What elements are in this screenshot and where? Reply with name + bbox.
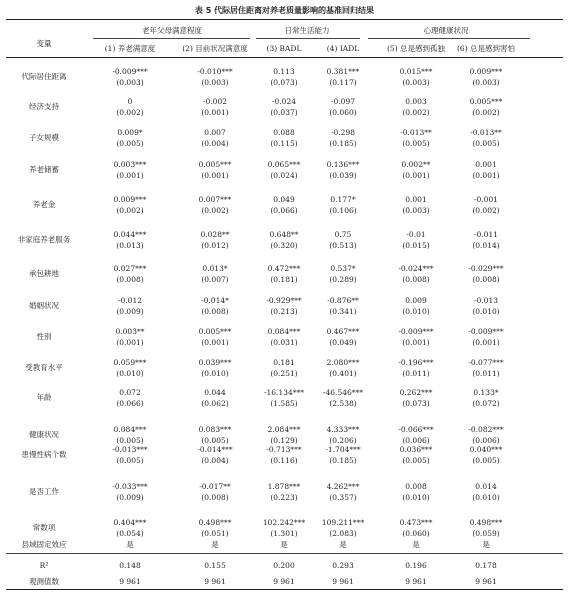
coefficient-cell: 0.044 [204, 388, 226, 397]
coefficient-cell: -0.014*** [197, 445, 233, 454]
r2-cell: 0.200 [273, 561, 295, 570]
coefficient-cell: 1.878*** [267, 482, 301, 491]
coefficient-cell: -0.001 [473, 195, 499, 204]
std-error-cell: (0.401) [329, 369, 357, 378]
coefficient-cell: 0.036*** [399, 445, 433, 454]
std-error-cell: (0.004) [201, 139, 229, 148]
coefficient-cell: -16.134*** [263, 388, 305, 397]
std-error-cell: (0.051) [201, 529, 229, 538]
fixed-effect-cell: 是 [280, 540, 288, 549]
coefficient-cell: 0.028** [200, 230, 230, 239]
std-error-cell: (0.001) [201, 338, 229, 347]
observations-cell: 9 961 [273, 577, 295, 586]
std-error-cell: (0.008) [472, 275, 500, 284]
coefficient-cell: -0.01 [406, 230, 426, 239]
std-error-cell: (0.009) [116, 493, 144, 502]
coefficient-cell: 0.467*** [326, 327, 360, 336]
coefficient-cell: 0.75 [334, 230, 352, 239]
fixed-effect-cell: 是 [339, 540, 347, 549]
coefficient-cell: 0.009*** [469, 67, 503, 76]
coefficient-cell: 0.472*** [267, 264, 301, 273]
observations-cell: 9 961 [405, 577, 427, 586]
coefficient-cell: 0.537* [330, 264, 356, 273]
std-error-cell: (0.062) [201, 399, 229, 408]
row-label: 县域固定效应 [21, 540, 67, 549]
std-error-cell: (0.117) [329, 78, 357, 87]
coefficient-cell: 0.049 [273, 195, 295, 204]
std-error-cell: (0.010) [472, 307, 500, 316]
std-error-cell: (0.003) [201, 78, 229, 87]
r2-cell: 0.148 [119, 561, 141, 570]
coefficient-cell: 2.080*** [326, 358, 360, 367]
coefficient-cell: 0.002** [401, 160, 431, 169]
coefficient-cell: 0.498*** [469, 518, 503, 527]
coefficient-cell: 0.007*** [198, 195, 232, 204]
std-error-cell: (0.116) [270, 456, 298, 465]
coefficient-cell: 4.262*** [326, 482, 360, 491]
std-error-cell: (0.001) [472, 338, 500, 347]
variable-header: 变量 [36, 39, 52, 48]
std-error-cell: (0.008) [402, 275, 430, 284]
coefficient-cell: 0.177* [330, 195, 356, 204]
coefficient-cell: 0.088 [273, 128, 295, 137]
row-label: 子女规模 [29, 133, 59, 142]
std-error-cell: (0.002) [402, 108, 430, 117]
observations-cell: 9 961 [119, 577, 141, 586]
group-header: 老年父母满意程度 [142, 26, 202, 35]
std-error-cell: (0.011) [472, 369, 500, 378]
std-error-cell: (0.010) [116, 369, 144, 378]
r2-cell: 0.196 [405, 561, 427, 570]
column-header: (5) 总是感到孤独 [386, 44, 446, 53]
std-error-cell: (2.083) [329, 529, 357, 538]
std-error-cell: (0.001) [201, 171, 229, 180]
coefficient-cell: 0 [127, 97, 133, 106]
std-error-cell: (0.066) [116, 399, 144, 408]
coefficient-cell: 102.242*** [262, 518, 306, 527]
coefficient-cell: -0.010*** [197, 67, 233, 76]
std-error-cell: (0.072) [472, 399, 500, 408]
std-error-cell: (0.181) [270, 275, 298, 284]
coefficient-cell: -0.014* [201, 296, 229, 305]
coefficient-cell: -0.017** [199, 482, 231, 491]
std-error-cell: (0.059) [472, 529, 500, 538]
row-label: 受教育水平 [25, 363, 63, 372]
coefficient-cell: 0.014 [475, 482, 497, 491]
coefficient-cell: -0.066*** [398, 425, 434, 434]
coefficient-cell: 0.009* [117, 128, 143, 137]
coefficient-cell: -0.013** [470, 128, 502, 137]
std-error-cell: (0.005) [116, 139, 144, 148]
std-error-cell: (0.320) [270, 241, 298, 250]
coefficient-cell: 0.003** [115, 327, 145, 336]
std-error-cell: (0.010) [201, 369, 229, 378]
coefficient-cell: 0.072 [119, 388, 141, 397]
coefficient-cell: 0.262*** [399, 388, 433, 397]
row-label: 承包耕地 [29, 269, 59, 278]
coefficient-cell: 0.404*** [113, 518, 147, 527]
coefficient-cell: 0.027*** [113, 264, 147, 273]
std-error-cell: (0.011) [402, 369, 430, 378]
row-label: 健康状况 [29, 430, 59, 439]
r2-cell: 0.155 [204, 561, 226, 570]
coefficient-cell: -0.029*** [468, 264, 504, 273]
coefficient-cell: 0.083*** [198, 425, 232, 434]
std-error-cell: (0.005) [402, 456, 430, 465]
coefficient-cell: -0.013** [400, 128, 432, 137]
std-error-cell: (0.005) [402, 139, 430, 148]
r2-cell: 0.178 [475, 561, 497, 570]
std-error-cell: (0.002) [472, 206, 500, 215]
row-label: 代际居住距离 [21, 72, 67, 81]
group-underline [93, 38, 250, 39]
column-header: (2) 目前状况满意度 [182, 44, 248, 53]
row-label: 患慢性病个数 [21, 450, 67, 459]
coefficient-cell: -1.704*** [325, 445, 361, 454]
coefficient-cell: -46.546*** [322, 388, 364, 397]
row-label: 是否工作 [29, 487, 59, 496]
row-label: 经济支持 [29, 102, 59, 111]
std-error-cell: (0.001) [472, 171, 500, 180]
coefficient-cell: -0.012 [117, 296, 143, 305]
observations-cell: 9 961 [332, 577, 354, 586]
r2-cell: 0.293 [332, 561, 354, 570]
std-error-cell: (0.066) [270, 206, 298, 215]
coefficient-cell: 109.211*** [321, 518, 365, 527]
std-error-cell: (0.010) [402, 493, 430, 502]
coefficient-cell: 0.005*** [469, 97, 503, 106]
std-error-cell: (0.341) [329, 307, 357, 316]
coefficient-cell: 0.009*** [113, 195, 147, 204]
table-title: 表 5 代际居住距离对养老质量影响的基准回归结果 [194, 6, 375, 15]
fixed-effect-cell: 是 [482, 540, 490, 549]
std-error-cell: (0.060) [402, 529, 430, 538]
std-error-cell: (0.001) [116, 171, 144, 180]
coefficient-cell: -0.082*** [468, 425, 504, 434]
coefficient-cell: -0.011 [473, 230, 499, 239]
std-error-cell: (0.006) [472, 436, 500, 445]
std-error-cell: (0.206) [329, 436, 357, 445]
coefficient-cell: 0.473*** [399, 518, 433, 527]
std-error-cell: (0.012) [201, 241, 229, 250]
std-error-cell: (0.213) [270, 307, 298, 316]
coefficient-cell: 0.136*** [326, 160, 360, 169]
std-error-cell: (0.002) [201, 206, 229, 215]
coefficient-cell: 0.005*** [198, 160, 232, 169]
coefficient-cell: 0.001 [475, 160, 497, 169]
coefficient-cell: -0.009*** [112, 67, 148, 76]
fixed-effect-cell: 是 [126, 540, 134, 549]
coefficient-cell: -0.009*** [398, 327, 434, 336]
std-error-cell: (0.008) [201, 493, 229, 502]
std-error-cell: (0.115) [270, 139, 298, 148]
std-error-cell: (0.006) [402, 436, 430, 445]
coefficient-cell: -0.024 [271, 97, 297, 106]
coefficient-cell: 0.001 [405, 195, 427, 204]
coefficient-cell: -0.298 [330, 128, 356, 137]
std-error-cell: (0.073) [270, 78, 298, 87]
group-underline [368, 38, 530, 39]
row-label: 年龄 [36, 393, 52, 402]
coefficient-cell: 0.084*** [267, 327, 301, 336]
std-error-cell: (0.002) [472, 108, 500, 117]
std-error-cell: (0.106) [329, 206, 357, 215]
coefficient-cell: 0.498*** [198, 518, 232, 527]
observations-cell: 9 961 [204, 577, 226, 586]
std-error-cell: (0.008) [201, 307, 229, 316]
std-error-cell: (0.185) [329, 139, 357, 148]
std-error-cell: (0.073) [402, 399, 430, 408]
coefficient-cell: 0.005*** [198, 327, 232, 336]
std-error-cell: (0.007) [201, 275, 229, 284]
std-error-cell: (0.185) [329, 456, 357, 465]
group-header: 心理健康状况 [423, 26, 469, 35]
std-error-cell: (0.003) [472, 78, 500, 87]
std-error-cell: (0.005) [116, 456, 144, 465]
std-error-cell: (0.013) [116, 241, 144, 250]
std-error-cell: (0.037) [270, 108, 298, 117]
coefficient-cell: 0.009 [405, 296, 427, 305]
std-error-cell: (0.008) [116, 275, 144, 284]
column-header: (3) BADL [266, 44, 302, 53]
std-error-cell: (0.357) [329, 493, 357, 502]
fixed-effect-cell: 是 [211, 540, 219, 549]
coefficient-cell: 0.381*** [326, 67, 360, 76]
coefficient-cell: 4.333*** [326, 425, 360, 434]
coefficient-cell: -0.002 [202, 97, 228, 106]
row-label: 养老金 [32, 200, 56, 209]
coefficient-cell: -0.929*** [266, 296, 302, 305]
std-error-cell: (0.015) [402, 241, 430, 250]
row-label: 常数项 [32, 523, 56, 532]
column-header: (4) IADL [326, 44, 360, 53]
coefficient-cell: 0.181 [273, 358, 295, 367]
coefficient-cell: 0.007 [204, 128, 226, 137]
row-label: 观测值数 [29, 577, 59, 586]
std-error-cell: (1.585) [270, 399, 298, 408]
coefficient-cell: 0.059*** [113, 358, 147, 367]
column-header: (1) 养老满意度 [104, 44, 156, 53]
std-error-cell: (0.024) [270, 171, 298, 180]
std-error-cell: (0.005) [116, 436, 144, 445]
coefficient-cell: -0.013 [473, 296, 499, 305]
fixed-effect-cell: 是 [412, 540, 420, 549]
std-error-cell: (0.001) [116, 338, 144, 347]
coefficient-cell: 0.648** [269, 230, 299, 239]
std-error-cell: (0.004) [201, 456, 229, 465]
std-error-cell: (0.005) [472, 456, 500, 465]
group-underline [256, 38, 360, 39]
bottom-rule [6, 589, 563, 590]
std-error-cell: (0.001) [402, 338, 430, 347]
row-label: 婚姻状况 [29, 301, 59, 310]
std-error-cell: (1.301) [270, 529, 298, 538]
std-error-cell: (0.060) [329, 108, 357, 117]
std-error-cell: (0.005) [201, 436, 229, 445]
std-error-cell: (0.003) [116, 78, 144, 87]
std-error-cell: (0.031) [270, 338, 298, 347]
coefficient-cell: -0.009*** [468, 327, 504, 336]
std-error-cell: (0.129) [270, 436, 298, 445]
observations-cell: 9 961 [475, 577, 497, 586]
coefficient-cell: 0.084*** [113, 425, 147, 434]
std-error-cell: (0.010) [472, 493, 500, 502]
coefficient-cell: -0.013*** [112, 445, 148, 454]
std-error-cell: (0.001) [201, 108, 229, 117]
coefficient-cell: 0.065*** [267, 160, 301, 169]
row-label: R² [39, 561, 49, 570]
std-error-cell: (0.009) [116, 307, 144, 316]
std-error-cell: (0.039) [329, 171, 357, 180]
coefficient-cell: -0.713*** [266, 445, 302, 454]
std-error-cell: (0.054) [116, 529, 144, 538]
std-error-cell: (0.005) [472, 139, 500, 148]
std-error-cell: (0.002) [116, 206, 144, 215]
std-error-cell: (0.003) [402, 78, 430, 87]
std-error-cell: (0.001) [402, 171, 430, 180]
std-error-cell: (0.010) [402, 307, 430, 316]
coefficient-cell: 0.040*** [469, 445, 503, 454]
coefficient-cell: -0.876** [327, 296, 359, 305]
coefficient-cell: -0.097 [330, 97, 356, 106]
coefficient-cell: 0.008 [405, 482, 427, 491]
top-rule [6, 19, 563, 20]
coefficient-cell: 0.044*** [113, 230, 147, 239]
std-error-cell: (2.538) [329, 399, 357, 408]
std-error-cell: (0.223) [270, 493, 298, 502]
group-header: 日常生活能力 [284, 26, 330, 35]
coefficient-cell: 0.003*** [113, 160, 147, 169]
column-header: (6) 总是感到害怕 [456, 44, 516, 53]
std-error-cell: (0.003) [402, 206, 430, 215]
coefficient-cell: -0.024*** [398, 264, 434, 273]
std-error-cell: (0.251) [270, 369, 298, 378]
std-error-cell: (0.049) [329, 338, 357, 347]
std-error-cell: (0.513) [329, 241, 357, 250]
coefficient-cell: 0.113 [273, 67, 295, 76]
coefficient-cell: -0.196*** [398, 358, 434, 367]
coefficient-cell: 2.084*** [267, 425, 301, 434]
row-label: 非家庭养老服务 [17, 235, 71, 244]
coefficient-cell: 0.013* [202, 264, 228, 273]
coefficient-cell: -0.077*** [468, 358, 504, 367]
coefficient-cell: 0.015*** [399, 67, 433, 76]
header-rule [6, 57, 563, 58]
coefficient-cell: 0.003 [405, 97, 427, 106]
row-label: 性别 [36, 332, 52, 341]
coefficient-cell: 0.039*** [198, 358, 232, 367]
std-error-cell: (0.014) [472, 241, 500, 250]
coefficient-cell: 0.133* [473, 388, 499, 397]
std-error-cell: (0.289) [329, 275, 357, 284]
coefficient-cell: -0.033*** [112, 482, 148, 491]
row-label: 养老储蓄 [29, 165, 59, 174]
stats-rule [6, 553, 563, 554]
std-error-cell: (0.002) [116, 108, 144, 117]
